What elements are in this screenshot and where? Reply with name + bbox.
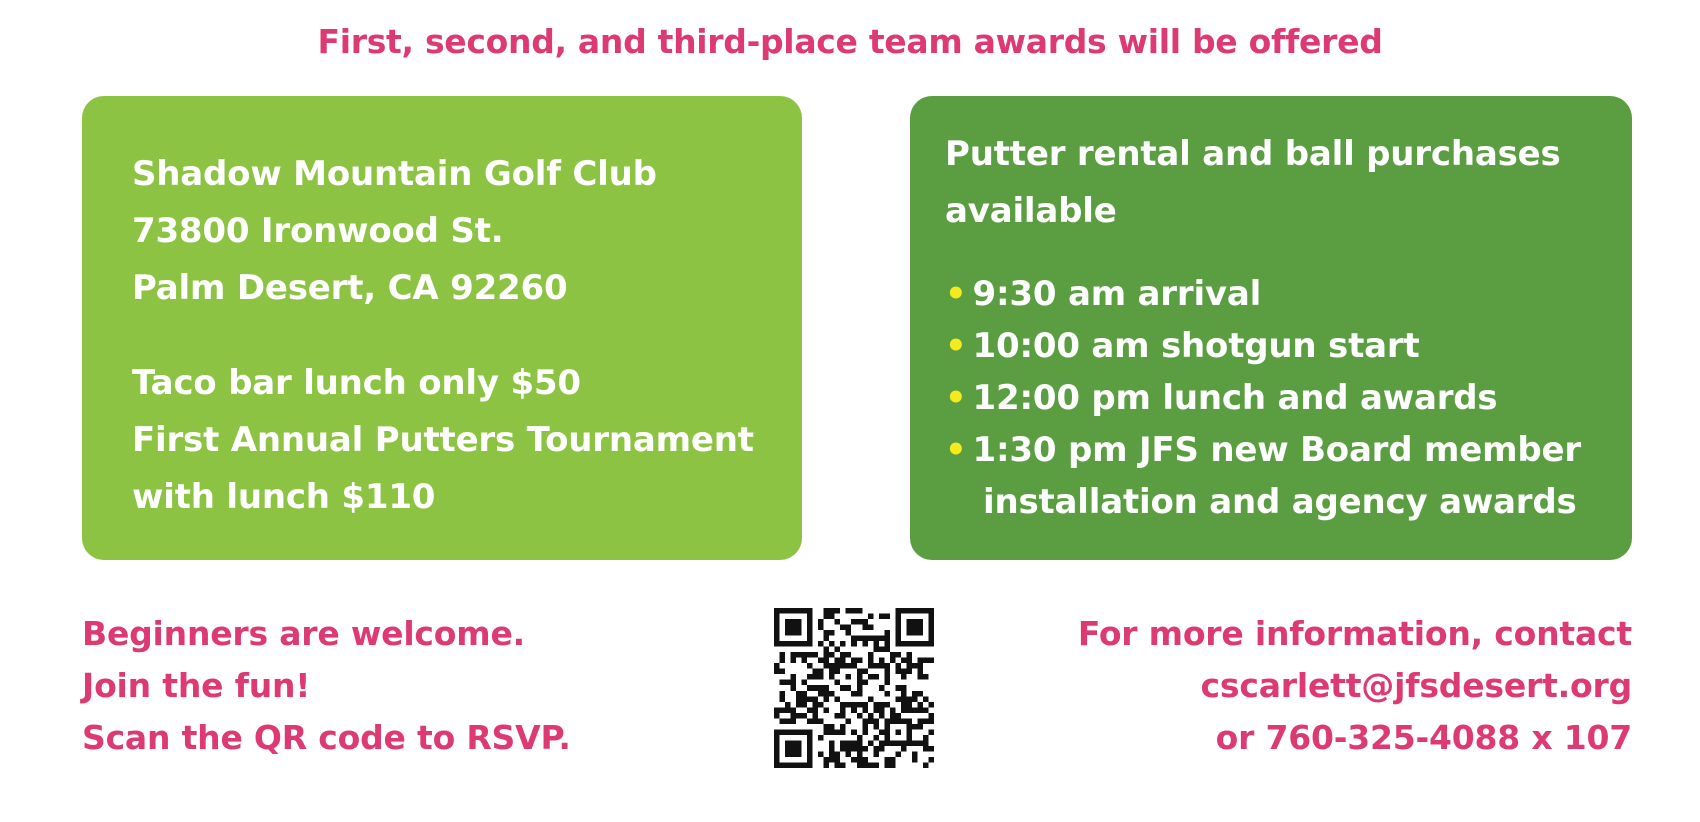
tournament-price-line2: with lunch $110 (132, 477, 436, 517)
rental-line1: Putter rental and ball purchases (945, 134, 1561, 174)
rental-line2: available (945, 191, 1117, 231)
awards-headline: First, second, and third-place team awards will be offered (317, 22, 1383, 61)
bullet-icon: • (945, 274, 967, 314)
bullet-icon: • (945, 326, 967, 366)
schedule-item: • 10:00 am shotgun start (945, 326, 1420, 366)
schedule-item: • 1:30 pm JFS new Board member (945, 430, 1581, 470)
schedule-item-continuation: installation and agency awards (983, 482, 1577, 522)
schedule-card (910, 96, 1632, 560)
scan-line: Scan the QR code to RSVP. (82, 718, 571, 757)
tournament-price-line1: First Annual Putters Tournament (132, 420, 754, 460)
contact-email[interactable]: cscarlett@jfsdesert.org (1200, 666, 1632, 705)
join-line: Join the fun! (82, 666, 311, 705)
schedule-list (945, 268, 1632, 528)
bullet-icon: • (945, 378, 967, 418)
rsvp-qr-code[interactable] (774, 608, 934, 768)
schedule-item: • 9:30 am arrival (945, 274, 1262, 314)
beginners-line: Beginners are welcome. (82, 614, 525, 653)
contact-phone[interactable]: or 760-325-4088 x 107 (1215, 718, 1632, 757)
rsvp-text (82, 608, 571, 764)
venue-city: Palm Desert, CA 92260 (132, 268, 568, 308)
schedule-item: • 12:00 pm lunch and awards (945, 378, 1498, 418)
contact-info (1078, 608, 1632, 764)
bullet-icon: • (945, 430, 967, 470)
venue-pricing-card (82, 96, 802, 560)
contact-heading: For more information, contact (1077, 614, 1632, 653)
lunch-price: Taco bar lunch only $50 (132, 363, 581, 403)
venue-name: Shadow Mountain Golf Club (132, 154, 657, 194)
venue-street: 73800 Ironwood St. (132, 211, 504, 251)
